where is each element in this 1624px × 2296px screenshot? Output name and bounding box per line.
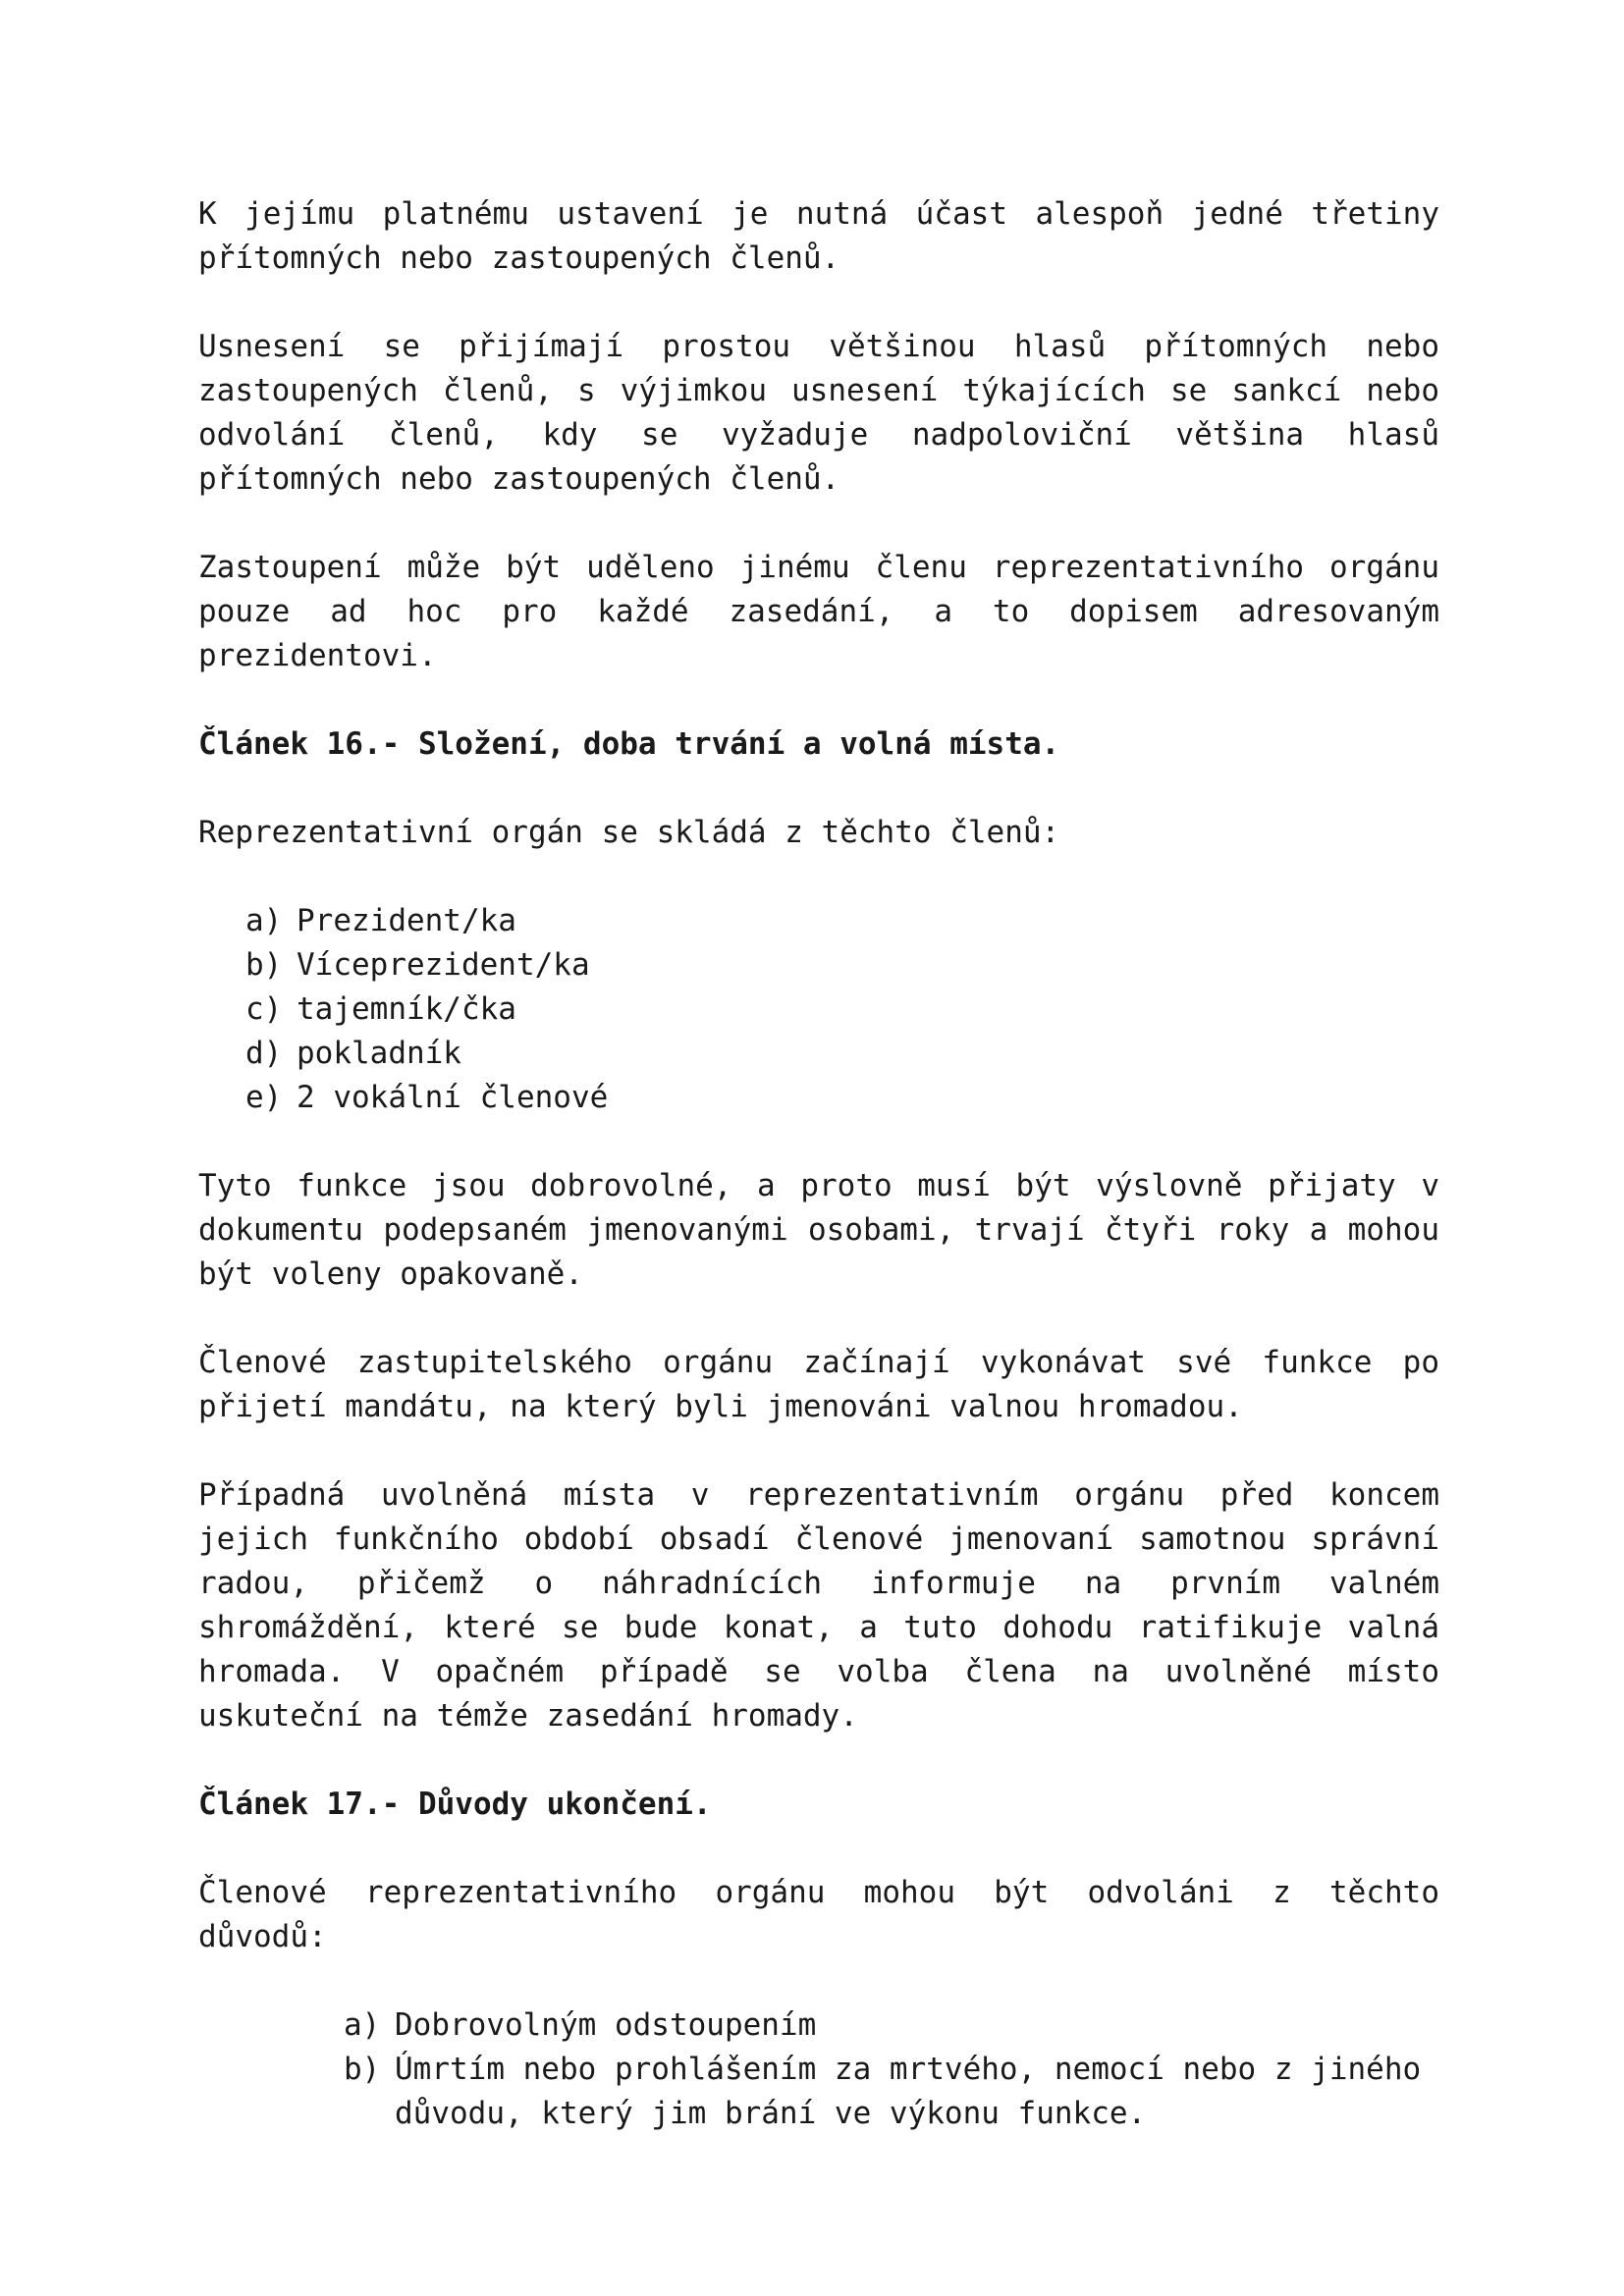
article-17-intro: Členové reprezentativního orgánu mohou být odvoláni z těchto důvodů: [198, 1875, 1439, 1954]
list-marker: a) [245, 903, 283, 938]
list-item [198, 1076, 1439, 1120]
list-marker: b) [245, 947, 283, 983]
list-marker: d) [245, 1036, 283, 1071]
list-item-text: tajemník/čka [297, 991, 516, 1027]
article-17-reasons-list [198, 2003, 1439, 2136]
list-marker: b) [344, 2052, 381, 2087]
list-marker: c) [245, 991, 283, 1027]
paragraph-mandate-start: Členové zastupitelského orgánu začínají vykonávat své funkce po přijetí mandátu, na který byli jmenováni valnou hromadou. [198, 1345, 1439, 1424]
list-item [198, 899, 1439, 943]
list-item [198, 943, 1439, 988]
document-page [198, 192, 1439, 2180]
paragraph-representation: Zastoupení může být uděleno jinému členu reprezentativního orgánu pouze ad hoc pro každé zasedání, a to dopisem adresovaným prezidentovi. [198, 550, 1439, 673]
list-item-text: Víceprezident/ka [297, 947, 590, 983]
article-16-heading: Článek 16.- Složení, doba trvání a volná místa. [198, 726, 1060, 762]
article-16-member-list [198, 899, 1439, 1120]
list-item-text: 2 vokální členové [297, 1080, 609, 1115]
paragraph-quorum: K jejímu platnému ustavení je nutná účast alespoň jedné třetiny přítomných nebo zastoupených členů. [198, 196, 1439, 276]
paragraph-voluntary-functions: Tyto funkce jsou dobrovolné, a proto musí být výslovně přijaty v dokumentu podepsaném jmenovanými osobami, trvají čtyři roky a mohou být voleny opakovaně. [198, 1168, 1439, 1292]
list-item-text: Prezident/ka [297, 903, 516, 938]
list-item-text: Dobrovolným odstoupením [395, 2007, 817, 2043]
list-item [198, 988, 1439, 1032]
list-item-text: pokladník [297, 1036, 461, 1071]
list-item [198, 1032, 1439, 1076]
paragraph-resolutions: Usnesení se přijímají prostou většinou hlasů přítomných nebo zastoupených členů, s výjimkou usnesení týkajících se sankcí nebo odvolání členů, kdy se vyžaduje nadpoloviční většina hlasů přítomných nebo zastoupených členů. [198, 329, 1439, 497]
list-item [198, 2003, 1439, 2048]
paragraph-vacancies: Případná uvolněná místa v reprezentativním orgánu před koncem jejich funkčního období obsadí členové jmenovaní samotnou správní radou, přičemž o náhradnících informuje na prvním valném shromáždění, které se bude konat, a tuto dohodu ratifikuje valná hromada. V opačném případě se volba člena na uvolněné místo uskuteční na témže zasedání hromady. [198, 1477, 1439, 1734]
article-17-heading: Článek 17.- Důvody ukončení. [198, 1787, 712, 1822]
article-16-intro: Reprezentativní orgán se skládá z těchto členů: [198, 815, 1060, 850]
list-item-text: Úmrtím nebo prohlášením za mrtvého, nemocí nebo z jiného důvodu, který jim brání ve výkonu funkce. [395, 2052, 1422, 2131]
list-item [198, 2048, 1439, 2136]
list-marker: e) [245, 1080, 283, 1115]
list-marker: a) [344, 2007, 381, 2043]
